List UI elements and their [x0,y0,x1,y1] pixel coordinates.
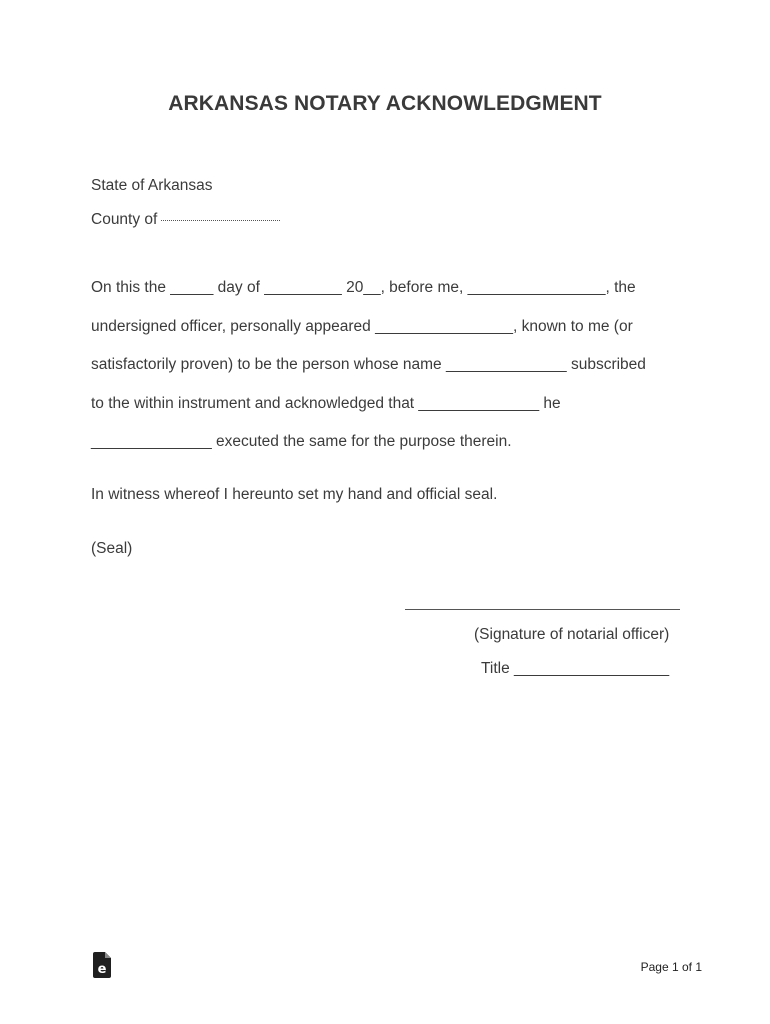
witness-line: In witness whereof I hereunto set my hand and official seal. [91,486,498,503]
logo-letter: e [97,962,107,977]
eforms-logo-icon [93,952,113,978]
seal-label: (Seal) [91,540,133,557]
signature-caption: (Signature of notarial officer) [474,626,670,643]
paragraph-line-4: to the within instrument and acknowledged that ______________ he [91,395,561,412]
county-blank-field [161,220,280,221]
document-title: ARKANSAS NOTARY ACKNOWLEDGMENT [168,92,602,115]
county-line [91,210,280,230]
state-line: State of Arkansas [91,177,213,194]
page-number: Page 1 of 1 [640,960,702,974]
paragraph-line-5: ______________ executed the same for the purpose therein. [91,433,512,450]
title-field: Title __________________ [481,660,670,677]
signature-line [405,609,680,610]
paragraph-line-1: On this the _____ day of _________ 20__, before me, ________________, the [91,279,636,296]
county-label: County of [91,211,158,228]
paragraph-line-3: satisfactorily proven) to be the person whose name ______________ subscribed [91,356,646,373]
paragraph-line-2: undersigned officer, personally appeared ________________, known to me (or [91,318,633,335]
